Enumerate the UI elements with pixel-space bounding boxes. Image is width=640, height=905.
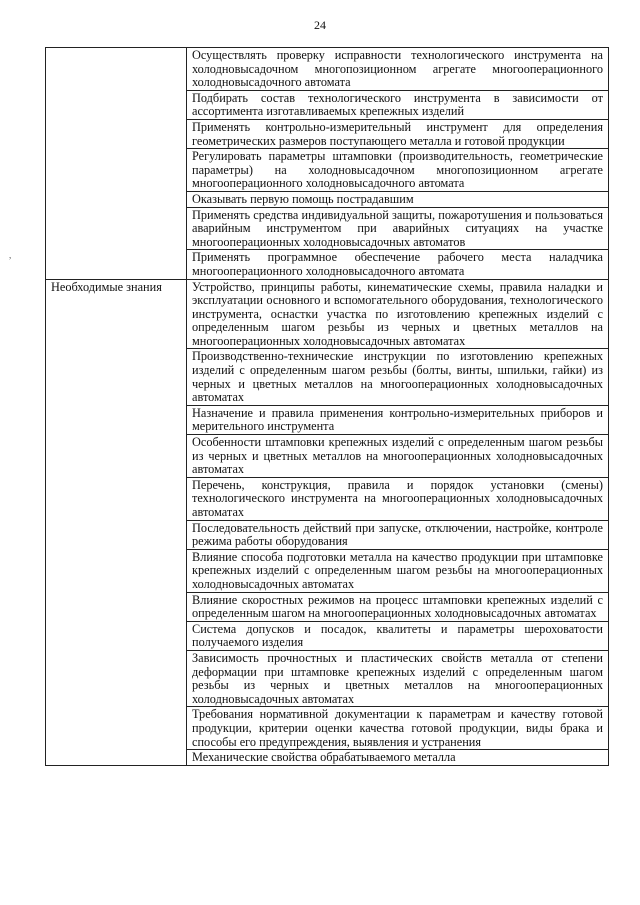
knowledge-item: Перечень, конструкция, правила и порядок установки (смены) технологического инструмента на многооперационных холодновысадочных автоматах [187, 477, 609, 520]
competency-table [45, 47, 609, 766]
knowledge-item: Последовательность действий при запуске, отключении, настройке, контроле режима работы оборудования [187, 520, 609, 549]
skill-item: Осуществлять проверку исправности технологического инструмента на холодновысадочном многопозиционном агрегате многооперационного холодновысадочного автомата [187, 48, 609, 91]
knowledge-item: Устройство, принципы работы, кинематические схемы, правила наладки и эксплуатации основного и вспомогательного оборудования, технологического инструмента, оснастки участка по изготовлению крепежных изделий с определенным шагом резьбы из черных и цветных металлов на многооперационных холодновысадочных автоматах [187, 279, 609, 349]
knowledge-label-cell: Необходимые знания [46, 279, 187, 765]
page-number: 24 [314, 18, 326, 32]
knowledge-item: Особенности штамповки крепежных изделий с определенным шагом резьбы из черных и цветных металлов на многооперационных холодновысадочных автоматах [187, 435, 609, 478]
margin-mark: , [9, 250, 12, 260]
table-row [46, 48, 609, 91]
knowledge-item: Производственно-технические инструкции по изготовлению крепежных изделий с определенным шагом резьбы (болты, винты, шпильки, гайки) из черных и цветных металлов на многооперационных холодновысадочных автоматах [187, 349, 609, 405]
knowledge-item: Система допусков и посадок, квалитеты и параметры шероховатости получаемого изделия [187, 621, 609, 650]
skills-label-cell [46, 48, 187, 280]
skill-item: Регулировать параметры штамповки (производительность, геометрические параметры) на холодновысадочном многопозиционном агрегате многооперационного холодновысадочного автомата [187, 149, 609, 192]
skill-item: Применять программное обеспечение рабочего места наладчика многооперационного холодновысадочного автомата [187, 250, 609, 279]
knowledge-item: Влияние способа подготовки металла на качество продукции при штамповке крепежных изделий с определенным шагом резьбы на многооперационных холодновысадочных автоматах [187, 549, 609, 592]
knowledge-item: Назначение и правила применения контрольно-измерительных приборов и мерительного инструмента [187, 405, 609, 434]
skill-item: Подбирать состав технологического инструмента в зависимости от ассортимента изготавливаемых крепежных изделий [187, 90, 609, 119]
knowledge-item: Зависимость прочностных и пластических свойств металла от степени деформации при штамповке крепежных изделий с определенным шагом резьбы из черных и цветных металлов на многооперационных холодновысадочных автоматах [187, 650, 609, 706]
skill-item: Применять средства индивидуальной защиты, пожаротушения и пользоваться аварийным инструментом при аварийных ситуациях на участке многооперационных холодновысадочных автоматов [187, 207, 609, 250]
knowledge-item: Требования нормативной документации к параметрам и качеству готовой продукции, критерии оценки качества готовой продукции, виды брака и способы его предупреждения, выявления и устранения [187, 707, 609, 750]
skill-item: Применять контрольно-измерительный инструмент для определения геометрических размеров поступающего металла и готовой продукции [187, 119, 609, 148]
knowledge-item: Механические свойства обрабатываемого металла [187, 750, 609, 766]
knowledge-item: Влияние скоростных режимов на процесс штамповки крепежных изделий с определенным шагом на многооперационных холодновысадочных автоматах [187, 592, 609, 621]
skill-item: Оказывать первую помощь пострадавшим [187, 191, 609, 207]
table-row [46, 279, 609, 349]
